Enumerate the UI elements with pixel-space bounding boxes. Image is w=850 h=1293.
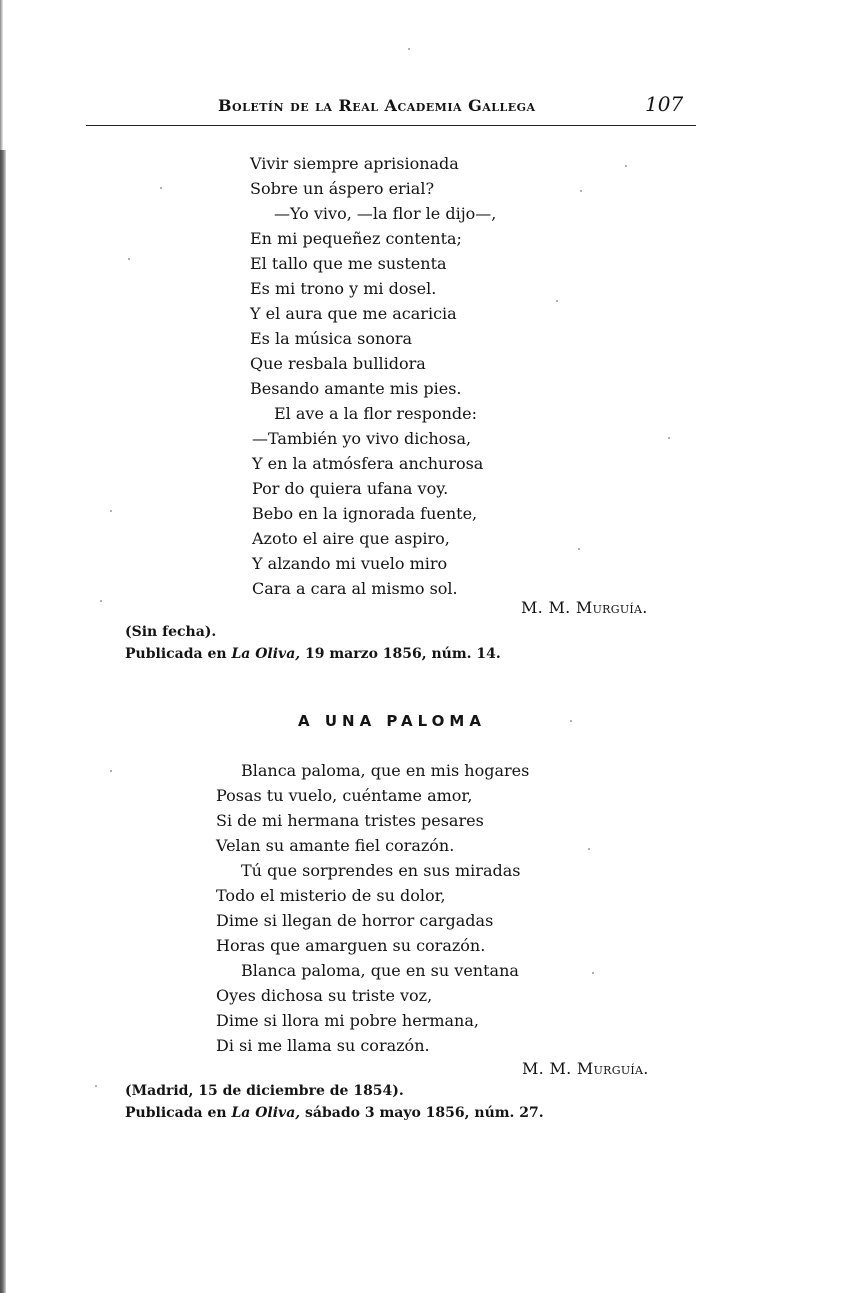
scan-speck (110, 510, 112, 512)
poem1-pub-prefix: Publicada en (125, 646, 227, 662)
poem1-line: Es mi trono y mi dosel. (250, 279, 437, 298)
poem1-line: Azoto el aire que aspiro, (252, 529, 450, 548)
poem2-author-surname: Murguía. (576, 1059, 649, 1078)
poem1-line: Y alzando mi vuelo miro (252, 554, 448, 573)
poem1-line: Es la música sonora (250, 329, 413, 348)
poem2-line: Posas tu vuelo, cuéntame amor, (216, 786, 473, 805)
poem2-line: Di si me llama su corazón. (216, 1036, 430, 1055)
poem2-pub-prefix: Publicada en (125, 1105, 227, 1121)
poem1-date-note: (Sin fecha). (125, 624, 217, 640)
poem2-line: Todo el misterio de su dolor, (216, 886, 446, 905)
poem1-publication-note (125, 646, 501, 662)
scan-speck (100, 600, 102, 602)
poem2-pub-details: sábado 3 mayo 1856, núm. 27. (305, 1105, 544, 1121)
poem2-line: Oyes dichosa su triste voz, (216, 986, 433, 1005)
poem1-line: Cara a cara al mismo sol. (252, 579, 458, 598)
poem1-author-initials: M. M. (521, 598, 571, 617)
poem1-line: Besando amante mis pies. (250, 379, 462, 398)
poem2-publication-note (125, 1105, 544, 1121)
poem2-line: Velan su amante fiel corazón. (216, 836, 455, 855)
poem1-pub-journal: La Oliva, (231, 646, 301, 662)
poem2-author-initials: M. M. (522, 1059, 572, 1078)
scan-speck (95, 1085, 97, 1087)
poem2-line: Blanca paloma, que en mis hogares (241, 761, 530, 780)
scan-speck (110, 770, 112, 772)
poem1-author (521, 598, 648, 617)
poem1-line: El ave a la flor responde: (274, 404, 478, 423)
poem1-line: Y en la atmósfera anchurosa (252, 454, 484, 473)
poem2-title: A UNA PALOMA (298, 712, 486, 730)
poem2-line: Si de mi hermana tristes pesares (216, 811, 484, 830)
poem2-author (522, 1059, 649, 1078)
poem2-line: Dime si llegan de horror cargadas (216, 911, 494, 930)
scan-speck (668, 437, 670, 439)
poem1-line: Bebo en la ignorada fuente, (252, 504, 478, 523)
scan-speck (592, 972, 594, 974)
scan-speck (580, 190, 582, 192)
poem1-line: Que resbala bullidora (250, 354, 426, 373)
poem1-pub-details: 19 marzo 1856, núm. 14. (305, 646, 501, 662)
poem2-line: Tú que sorprendes en sus miradas (241, 861, 521, 880)
poem2-line: Blanca paloma, que en su ventana (241, 961, 519, 980)
poem2-line: Dime si llora mi pobre hermana, (216, 1011, 479, 1030)
running-header-title: Boletín de la Real Academia Gallega (218, 96, 536, 115)
poem1-line: Sobre un áspero erial? (250, 179, 435, 198)
page-number: 107 (645, 92, 684, 116)
poem2-line: Horas que amarguen su corazón. (216, 936, 486, 955)
scan-edge (0, 150, 6, 1293)
scan-speck (570, 720, 572, 722)
poem1-line: —También yo vivo dichosa, (252, 429, 472, 448)
scan-speck (578, 548, 580, 550)
poem1-line: El tallo que me sustenta (250, 254, 447, 273)
poem1-line: Vivir siempre aprisionada (250, 154, 459, 173)
poem2-pub-journal: La Oliva, (231, 1105, 301, 1121)
scan-speck (625, 165, 627, 167)
scan-speck (588, 848, 590, 850)
poem1-author-surname: Murguía. (575, 598, 648, 617)
poem1-line: Y el aura que me acaricia (250, 304, 457, 323)
poem1-line: —Yo vivo, —la flor le dijo—, (274, 204, 497, 223)
poem2-date-note: (Madrid, 15 de diciembre de 1854). (125, 1083, 404, 1099)
header-rule (86, 125, 696, 126)
scan-speck (408, 48, 410, 50)
scan-speck (160, 187, 162, 189)
scan-speck (556, 300, 558, 302)
poem1-line: Por do quiera ufana voy. (252, 479, 449, 498)
scan-edge-top (0, 0, 3, 150)
scan-speck (128, 258, 130, 260)
poem1-line: En mi pequeñez contenta; (250, 229, 462, 248)
